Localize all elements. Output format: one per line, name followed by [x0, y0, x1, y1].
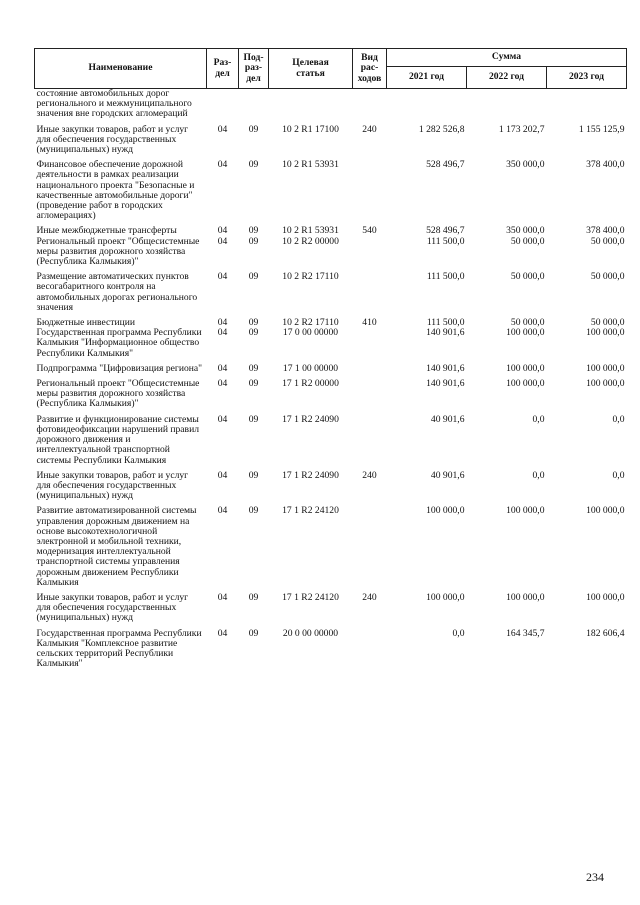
- row-target: 10 2 R2 17110: [282, 317, 339, 329]
- row-2021: 100 000,0: [426, 505, 465, 517]
- row-2021: 40 901,6: [430, 413, 465, 425]
- row-target: 17 0 00 00000: [282, 327, 339, 339]
- row-target: 17 1 R2 24120: [282, 591, 339, 603]
- table-body: [35, 89, 627, 675]
- row-2022: 1 173 202,7: [498, 123, 545, 135]
- row-2021: [387, 89, 467, 125]
- row-2021: 40 901,6: [430, 469, 465, 481]
- row-target: 17 1 00 00000: [282, 362, 339, 374]
- row-name: Финансовое обеспечение дорожной деятельности в рамках реализации национального проекта "Безопасные и качественные автомобильные дороги" (проведение работ в городских агломерациях): [36, 159, 195, 222]
- row-2022: 164 345,7: [506, 627, 545, 639]
- row-target: 10 2 R1 17100: [282, 123, 339, 135]
- header-year-2022: 2022 год: [467, 67, 547, 89]
- row-2021: 528 496,7: [426, 225, 465, 237]
- table-row: [35, 506, 627, 593]
- row-podrazdel: 09: [248, 362, 259, 374]
- row-podrazdel: 09: [248, 327, 259, 339]
- table-row: [35, 328, 627, 364]
- row-2021: 111 500,0: [426, 317, 465, 329]
- header-target: Целевая статья: [269, 49, 353, 89]
- table-row: [35, 364, 627, 379]
- row-vid: 540: [362, 225, 377, 237]
- row-2023: 50 000,0: [590, 317, 625, 329]
- row-2023: 100 000,0: [586, 591, 625, 603]
- row-podrazdel: 09: [248, 159, 259, 171]
- row-2021: 1 282 526,8: [418, 123, 465, 135]
- row-razdel: 04: [217, 225, 228, 237]
- row-name: Иные закупки товаров, работ и услуг для обеспечения государственных (муниципальных) нужд: [36, 469, 189, 502]
- row-2022: 100 000,0: [506, 591, 545, 603]
- row-razdel: 04: [217, 235, 228, 247]
- row-razdel: 04: [217, 591, 228, 603]
- row-target: 20 0 00 00000: [282, 627, 339, 639]
- row-2022: 100 000,0: [506, 362, 545, 374]
- table-row: [35, 593, 627, 629]
- row-2022: 0,0: [532, 413, 545, 425]
- header-name: Наименование: [35, 49, 207, 89]
- header-vid: Вид рас- ходов: [353, 49, 387, 89]
- row-razdel: 04: [217, 123, 228, 135]
- row-razdel: 04: [217, 362, 228, 374]
- row-vid: [353, 272, 387, 318]
- row-vid: 240: [362, 469, 377, 481]
- row-target: 17 1 R2 24120: [282, 505, 339, 517]
- row-name: Иные межбюджетные трансферты: [36, 225, 177, 237]
- budget-table: [34, 48, 627, 674]
- table-row: [35, 629, 627, 675]
- header-razdel: Раз- дел: [207, 49, 239, 89]
- row-razdel: 04: [217, 378, 228, 390]
- row-2023: [547, 89, 627, 125]
- row-2023: 182 606,4: [586, 627, 625, 639]
- row-vid: [353, 364, 387, 379]
- row-podrazdel: 09: [248, 505, 259, 517]
- row-name: Развитие и функционирование системы фотовидеофиксации нарушений правил дорожного движения и интеллектуальной транспортной системы Республики Калмыкия: [36, 413, 200, 466]
- row-podrazdel: 09: [248, 378, 259, 390]
- row-name: Бюджетные инвестиции: [36, 317, 135, 329]
- row-podrazdel: 09: [248, 225, 259, 237]
- row-2023: 378 400,0: [586, 159, 625, 171]
- row-podrazdel: 09: [248, 413, 259, 425]
- row-target: 17 1 R2 24090: [282, 469, 339, 481]
- row-podrazdel: 09: [248, 235, 259, 247]
- row-2023: 1 155 125,9: [578, 123, 625, 135]
- row-target: [269, 89, 353, 125]
- row-podrazdel: 09: [248, 317, 259, 329]
- row-podrazdel: 09: [248, 123, 259, 135]
- row-2021: 111 500,0: [426, 235, 465, 247]
- table-row: [35, 471, 627, 507]
- row-name: Иные закупки товаров, работ и услуг для обеспечения государственных (муниципальных) нужд: [36, 591, 189, 624]
- row-2022: 50 000,0: [510, 271, 545, 283]
- row-2021: 100 000,0: [426, 591, 465, 603]
- row-2023: 0,0: [612, 413, 625, 425]
- row-name: Государственная программа Республики Калмыкия "Информационное общество Республики Калмыкия": [36, 327, 202, 359]
- row-vid: [353, 506, 387, 593]
- row-2021: 140 901,6: [426, 378, 465, 390]
- row-vid: [353, 415, 387, 471]
- row-razdel: 04: [217, 159, 228, 171]
- row-razdel: 04: [217, 505, 228, 517]
- row-2022: 350 000,0: [506, 225, 545, 237]
- row-target: 17 1 R2 24090: [282, 413, 339, 425]
- page-number: 234: [586, 870, 604, 884]
- row-vid: 240: [362, 123, 377, 135]
- row-2021: 111 500,0: [426, 271, 465, 283]
- row-vid: 240: [362, 591, 377, 603]
- row-vid: [353, 237, 387, 273]
- row-vid: [353, 379, 387, 415]
- row-2022: 50 000,0: [510, 317, 545, 329]
- row-2023: 50 000,0: [590, 235, 625, 247]
- row-podrazdel: [239, 89, 269, 125]
- row-vid: 410: [362, 317, 377, 329]
- row-2022: 100 000,0: [506, 327, 545, 339]
- row-2023: 100 000,0: [586, 378, 625, 390]
- row-podrazdel: 09: [248, 469, 259, 481]
- row-2023: 100 000,0: [586, 327, 625, 339]
- table-row: [35, 89, 627, 125]
- row-razdel: 04: [217, 627, 228, 639]
- row-podrazdel: 09: [248, 591, 259, 603]
- row-name: Размещение автоматических пунктов весогабаритного контроля на автомобильных дорогах регионального значения: [36, 271, 198, 313]
- row-vid: [353, 328, 387, 364]
- row-2021: 140 901,6: [426, 327, 465, 339]
- table-row: [35, 160, 627, 226]
- row-2023: 100 000,0: [586, 362, 625, 374]
- header-year-2023: 2023 год: [547, 67, 627, 89]
- table-row: [35, 379, 627, 415]
- row-target: 17 1 R2 00000: [282, 378, 339, 390]
- table-row: [35, 415, 627, 471]
- row-razdel: 04: [217, 413, 228, 425]
- header-year-2021: 2021 год: [387, 67, 467, 89]
- row-name: Региональный проект "Общесистемные меры развития дорожного хозяйства (Республика Калмыкия)": [36, 378, 200, 410]
- row-2023: 50 000,0: [590, 271, 625, 283]
- row-target: 10 2 R1 53931: [282, 159, 339, 171]
- row-2022: 0,0: [532, 469, 545, 481]
- row-2023: 378 400,0: [586, 225, 625, 237]
- row-name: Региональный проект "Общесистемные меры развития дорожного хозяйства (Республика Калмыкия)": [36, 235, 200, 268]
- row-2022: 350 000,0: [506, 159, 545, 171]
- row-vid: [353, 89, 387, 125]
- row-name: состояние автомобильных дорог регионального и межмуниципального значения вне городских агломераций: [36, 88, 192, 120]
- row-target: 10 2 R2 17110: [282, 271, 339, 283]
- row-podrazdel: 09: [248, 271, 259, 283]
- row-name: Развитие автоматизированной системы управления дорожным движением на основе высокотехнологичной электронной и мобильной техники, модернизация интеллектуальной транспортной системы управления дорожным движением Республики Калмыкия: [36, 505, 197, 588]
- row-2022: 50 000,0: [510, 235, 545, 247]
- row-name: Подпрограмма "Цифровизация региона": [36, 362, 203, 374]
- row-2022: 100 000,0: [506, 505, 545, 517]
- header-podrazdel: Под- раз- дел: [239, 49, 269, 89]
- row-2022: [467, 89, 547, 125]
- row-vid: [353, 160, 387, 226]
- row-2023: 100 000,0: [586, 505, 625, 517]
- table-row: [35, 272, 627, 318]
- row-name: Государственная программа Республики Калмыкия "Комплексное развитие сельских территорий Республики Калмыкия": [36, 627, 202, 670]
- row-2023: 0,0: [612, 469, 625, 481]
- row-podrazdel: 09: [248, 627, 259, 639]
- row-razdel: 04: [217, 469, 228, 481]
- table-row: [35, 125, 627, 161]
- row-name: Иные закупки товаров, работ и услуг для обеспечения государственных (муниципальных) нужд: [36, 123, 189, 156]
- table-row: [35, 237, 627, 273]
- row-2021: 140 901,6: [426, 362, 465, 374]
- row-target: 10 2 R2 00000: [282, 235, 339, 247]
- row-2021: 528 496,7: [426, 159, 465, 171]
- row-razdel: 04: [217, 327, 228, 339]
- row-target: 10 2 R1 53931: [282, 225, 339, 237]
- row-2021: 0,0: [452, 627, 465, 639]
- row-vid: [353, 629, 387, 675]
- row-razdel: [207, 89, 239, 125]
- row-razdel: 04: [217, 317, 228, 329]
- header-sum: Сумма: [387, 49, 627, 67]
- row-razdel: 04: [217, 271, 228, 283]
- row-2022: 100 000,0: [506, 378, 545, 390]
